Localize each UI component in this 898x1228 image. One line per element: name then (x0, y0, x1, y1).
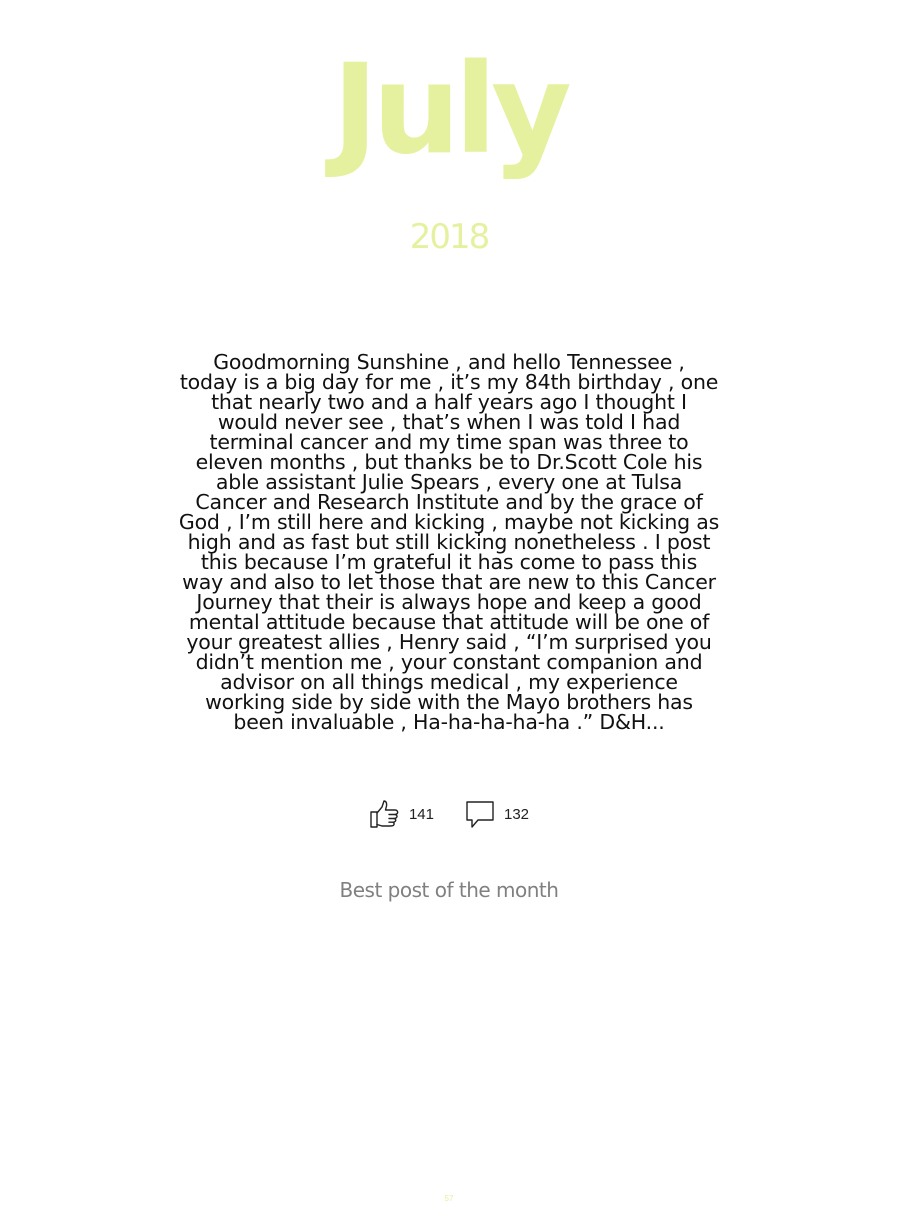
post-line: God , I’m still here and kicking , maybe not kicking as (178, 510, 720, 534)
post-line: eleven months , but thanks be to Dr.Scott Cole his (195, 450, 703, 474)
post-line: this because I’m grateful it has come to pass this (200, 550, 698, 574)
comments-count: 132 (504, 805, 530, 823)
post-stats (0, 798, 898, 830)
post-line: Journey that their is always hope and keep a good (196, 590, 702, 614)
post-line: advisor on all things medical , my experience (220, 670, 678, 694)
best-post-caption: Best post of the month (339, 878, 559, 902)
month-title: July (332, 38, 566, 182)
post-line: able assistant Julie Spears , every one at Tulsa (215, 470, 683, 494)
page-number: 57 (444, 1194, 454, 1203)
year-subtitle: 2018 (409, 217, 489, 257)
post-line: terminal cancer and my time span was three to (209, 430, 689, 454)
post-line: Cancer and Research Institute and by the grace of (195, 490, 703, 514)
thumbs-up-icon (369, 798, 401, 830)
post-line: today is a big day for me , it’s my 84th birthday , one (179, 370, 719, 394)
post-line: didn’t mention me , your constant companion and (195, 650, 703, 674)
post-line: mental attitude because that attitude will be one of (188, 610, 710, 634)
post-body (152, 352, 746, 732)
likes-stat (369, 798, 434, 830)
post-line: that nearly two and a half years ago I thought I (211, 390, 687, 414)
post-line: way and also to let those that are new to this Cancer (182, 570, 716, 594)
post-line: Goodmorning Sunshine , and hello Tennessee , (213, 350, 685, 374)
post-line: your greatest allies , Henry said , “I’m surprised you (186, 630, 712, 654)
post-line: high and as fast but still kicking nonetheless . I post (187, 530, 711, 554)
likes-count: 141 (408, 805, 434, 823)
post-line: been invaluable , Ha-ha-ha-ha-ha .” D&H... (233, 710, 665, 734)
speech-bubble-icon (464, 798, 496, 830)
post-line: working side by side with the Mayo brothers has (205, 690, 693, 714)
comments-stat (464, 798, 529, 830)
post-line: would never see , that’s when I was told I had (217, 410, 681, 434)
